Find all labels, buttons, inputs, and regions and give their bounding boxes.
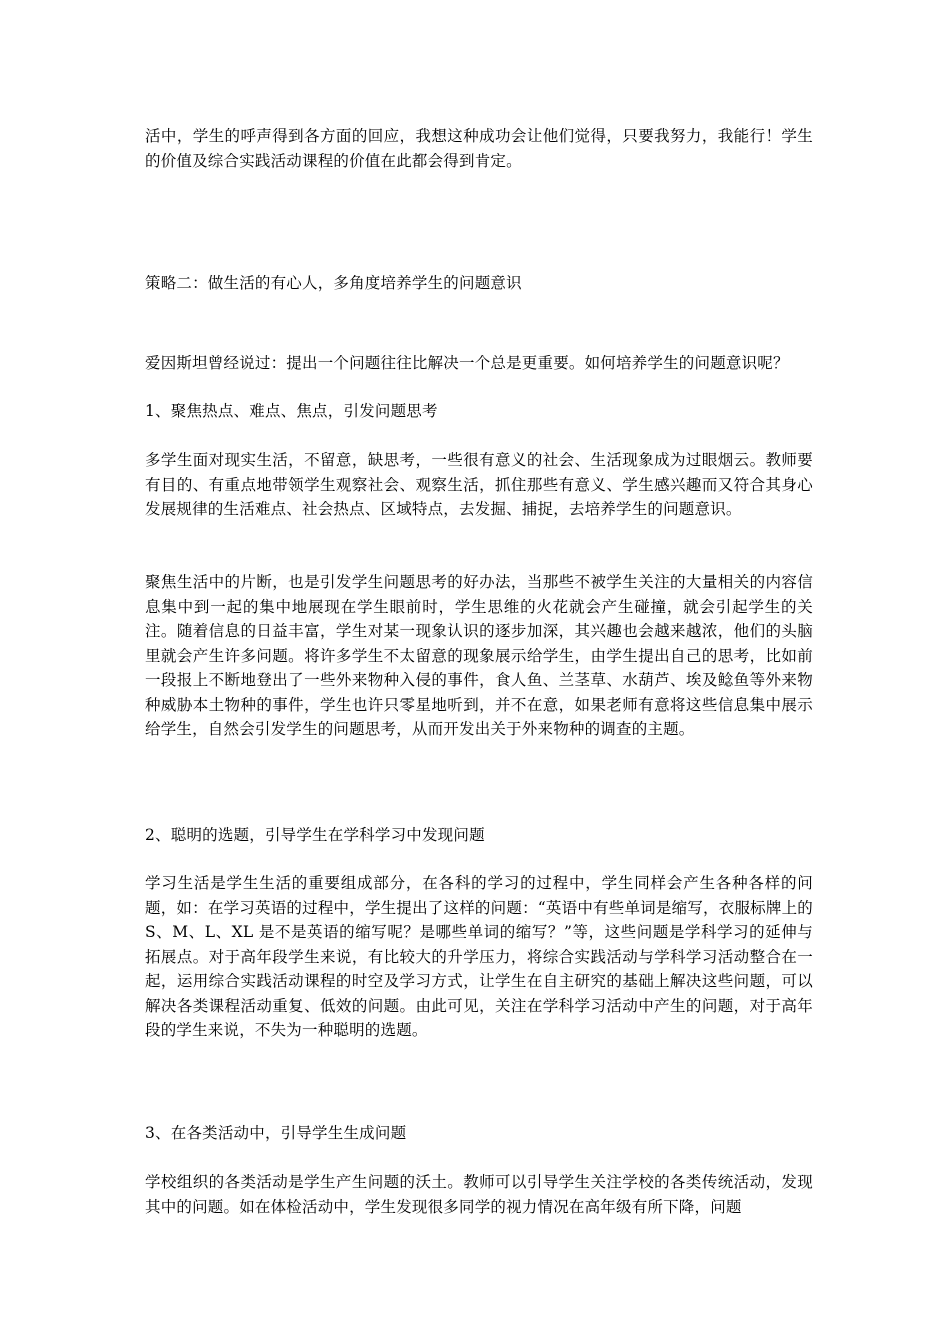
paragraph-observe-society: 多学生面对现实生活，不留意，缺思考，一些很有意义的社会、生活现象成为过眼烟云。教师要有目的、有重点地带领学生观察社会、观察生活，抓住那些有意义、学生感兴趣而又符合其身心发展规律的生活难点、社会热点、区域特点，去发掘、捕捉，去培养学生的问题意识。 <box>145 451 813 518</box>
subheading-2: 2、聪明的选题，引导学生在学科学习中发现问题 <box>145 826 485 844</box>
paragraph-focus-fragments: 聚焦生活中的片断，也是引发学生问题思考的好办法，当那些不被学生关注的大量相关的内容信息集中到一起的集中地展现在学生眼前时，学生思维的火花就会产生碰撞，就会引起学生的关注。随着信息的日益丰富，学生对某一现象认识的逐步加深，其兴趣也会越来越浓，他们的头脑里就会产生许多问题。将许多学生不太留意的现象展示给学生，由学生提出自己的思考，比如前一段报上不断地登出了一些外来物种入侵的事件，食人鱼、兰茎草、水葫芦、埃及鲶鱼等外来物种威胁本土物种的事件，学生也许只零星地听到，并不在意，如果老师有意将这些信息集中展示给学生，自然会引发学生的问题思考，从而开发出关于外来物种的调查的主题。 <box>145 573 813 738</box>
section-heading-strategy-two: 策略二：做生活的有心人，多角度培养学生的问题意识 <box>145 274 522 292</box>
paragraph-subject-learning: 学习生活是学生生活的重要组成部分，在各科的学习的过程中，学生同样会产生各种各样的问题，如：在学习英语的过程中，学生提出了这样的问题：“英语中有些单词是缩写，衣服标牌上的 S、M、L、XL 是不是英语的缩写呢？是哪些单词的缩写？”等，这些问题是学科学习的延伸与拓展点。对于高年段学生来说，有比较大的升学压力，将综合实践活动与学科学习活动整合在一起，运用综合实践活动课程的时空及学习方式，让学生在自主研究的基础上解决这些问题，可以解决各类课程活动重复、低效的问题。由此可见，关注在学科学习活动中产生的问题，对于高年段的学生来说，不失为一种聪明的选题。 <box>145 874 813 1039</box>
paragraph-continuation: 活中，学生的呼声得到各方面的回应，我想这种成功会让他们觉得，只要我努力，我能行！学生的价值及综合实践活动课程的价值在此都会得到肯定。 <box>145 127 813 170</box>
subheading-3: 3、在各类活动中，引导学生生成问题 <box>145 1124 407 1142</box>
subheading-1: 1、聚焦热点、难点、焦点，引发问题思考 <box>145 402 438 420</box>
paragraph-school-activities: 学校组织的各类活动是学生产生问题的沃土。教师可以引导学生关注学校的各类传统活动，发现其中的问题。如在体检活动中，学生发现很多同学的视力情况在高年级有所下降，问题 <box>145 1173 813 1216</box>
paragraph-einstein-quote: 爱因斯坦曾经说过：提出一个问题往往比解决一个总是更重要。如何培养学生的问题意识呢？ <box>145 354 789 372</box>
